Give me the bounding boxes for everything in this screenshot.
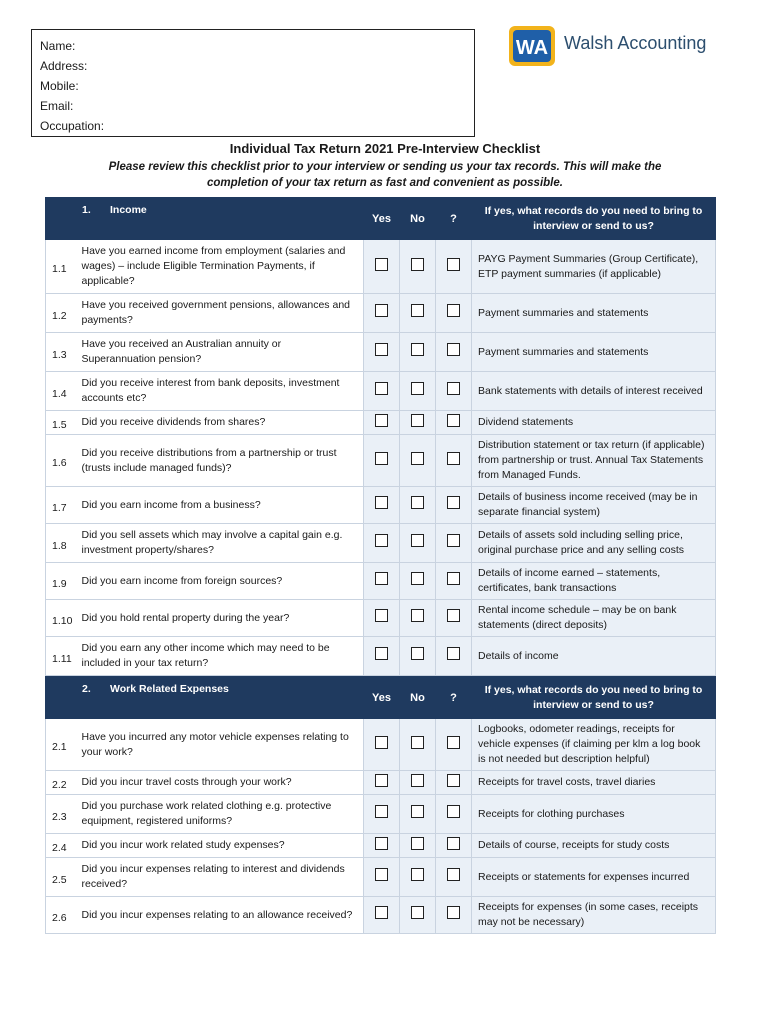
item-question: Have you earned income from employment (salaries and wages) – include Eligible Termination Payments, if applicable? [82, 240, 364, 294]
section-header: 1. Income [46, 198, 364, 240]
no-checkbox[interactable] [411, 774, 424, 787]
unsure-checkbox[interactable] [447, 805, 460, 818]
item-number: 1.6 [46, 435, 82, 487]
no-checkbox[interactable] [411, 837, 424, 850]
unsure-checkbox[interactable] [447, 452, 460, 465]
unsure-checkbox[interactable] [447, 304, 460, 317]
column-records: If yes, what records do you need to bring to interview or send to us? [472, 198, 716, 240]
item-records: Details of income [472, 637, 716, 676]
column-yes: Yes [364, 198, 400, 240]
column-records: If yes, what records do you need to bring to interview or send to us? [472, 677, 716, 719]
item-question: Did you incur expenses relating to interest and dividends received? [82, 858, 364, 897]
unsure-checkbox[interactable] [447, 906, 460, 919]
no-checkbox[interactable] [411, 572, 424, 585]
item-number: 1.4 [46, 372, 82, 411]
item-records: PAYG Payment Summaries (Group Certificate), ETP payment summaries (if applicable) [472, 240, 716, 294]
column-unsure: ? [436, 198, 472, 240]
yes-checkbox[interactable] [375, 534, 388, 547]
item-records: Logbooks, odometer readings, receipts for vehicle expenses (if claiming per klm a log book is not needed but description helpful) [472, 719, 716, 771]
no-checkbox[interactable] [411, 736, 424, 749]
wa-logo-icon [508, 25, 556, 67]
no-checkbox[interactable] [411, 414, 424, 427]
yes-checkbox[interactable] [375, 382, 388, 395]
column-no: No [400, 198, 436, 240]
yes-checkbox[interactable] [375, 906, 388, 919]
no-checkbox[interactable] [411, 805, 424, 818]
item-number: 2.3 [46, 795, 82, 834]
item-records: Rental income schedule – may be on bank statements (direct deposits) [472, 600, 716, 637]
item-records: Dividend statements [472, 411, 716, 435]
no-checkbox[interactable] [411, 343, 424, 356]
no-checkbox[interactable] [411, 868, 424, 881]
yes-checkbox[interactable] [375, 774, 388, 787]
yes-checkbox[interactable] [375, 736, 388, 749]
unsure-checkbox[interactable] [447, 868, 460, 881]
item-question: Did you purchase work related clothing e.g. protective equipment, registered uniforms? [82, 795, 364, 834]
item-question: Did you earn income from foreign sources? [82, 563, 364, 600]
unsure-checkbox[interactable] [447, 609, 460, 622]
email-field-label[interactable]: Email: [40, 99, 74, 113]
logo-wordmark: Walsh Accounting [564, 33, 707, 53]
item-number: 1.11 [46, 637, 82, 676]
yes-checkbox[interactable] [375, 452, 388, 465]
item-question: Did you incur work related study expenses? [82, 834, 364, 858]
unsure-checkbox[interactable] [447, 837, 460, 850]
section-income [45, 197, 716, 676]
section-work-related-expenses [45, 676, 716, 934]
item-records: Receipts for expenses (in some cases, receipts may not be necessary) [472, 897, 716, 934]
yes-checkbox[interactable] [375, 572, 388, 585]
address-field-label[interactable]: Address: [40, 59, 88, 73]
yes-checkbox[interactable] [375, 414, 388, 427]
item-records: Receipts for clothing purchases [472, 795, 716, 834]
occupation-field-label[interactable]: Occupation: [40, 119, 105, 133]
item-records: Details of assets sold including selling price, original purchase price and any selling costs [472, 524, 716, 563]
unsure-checkbox[interactable] [447, 534, 460, 547]
item-question: Have you incurred any motor vehicle expenses relating to your work? [82, 719, 364, 771]
no-checkbox[interactable] [411, 647, 424, 660]
svg-text:WA: WA [515, 37, 549, 59]
item-number: 1.5 [46, 411, 82, 435]
no-checkbox[interactable] [411, 452, 424, 465]
unsure-checkbox[interactable] [447, 496, 460, 509]
no-checkbox[interactable] [411, 609, 424, 622]
item-number: 1.3 [46, 333, 82, 372]
unsure-checkbox[interactable] [447, 343, 460, 356]
column-no: No [400, 677, 436, 719]
page-title: Individual Tax Return 2021 Pre-Interview Checklist [229, 141, 541, 156]
item-question: Have you received government pensions, allowances and payments? [82, 294, 364, 333]
item-question: Did you receive distributions from a partnership or trust (trusts include managed funds)? [82, 435, 364, 487]
item-records: Details of course, receipts for study costs [472, 834, 716, 858]
item-question: Did you earn any other income which may need to be included in your tax return? [82, 637, 364, 676]
item-records: Bank statements with details of interest received [472, 372, 716, 411]
unsure-checkbox[interactable] [447, 382, 460, 395]
item-question: Did you incur travel costs through your work? [82, 771, 364, 795]
yes-checkbox[interactable] [375, 837, 388, 850]
item-number: 1.2 [46, 294, 82, 333]
item-records: Payment summaries and statements [472, 333, 716, 372]
yes-checkbox[interactable] [375, 868, 388, 881]
item-records: Details of business income received (may be in separate financial system) [472, 487, 716, 524]
item-records: Receipts or statements for expenses incurred [472, 858, 716, 897]
unsure-checkbox[interactable] [447, 647, 460, 660]
no-checkbox[interactable] [411, 534, 424, 547]
client-details-box [31, 29, 475, 137]
item-question: Did you incur expenses relating to an allowance received? [82, 897, 364, 934]
no-checkbox[interactable] [411, 496, 424, 509]
name-field-label[interactable]: Name: [40, 39, 76, 53]
no-checkbox[interactable] [411, 304, 424, 317]
item-number: 2.5 [46, 858, 82, 897]
no-checkbox[interactable] [411, 906, 424, 919]
item-question: Did you receive interest from bank deposits, investment accounts etc? [82, 372, 364, 411]
yes-checkbox[interactable] [375, 304, 388, 317]
item-number: 1.7 [46, 487, 82, 524]
unsure-checkbox[interactable] [447, 572, 460, 585]
yes-checkbox[interactable] [375, 647, 388, 660]
item-number: 2.4 [46, 834, 82, 858]
item-question: Did you earn income from a business? [82, 487, 364, 524]
unsure-checkbox[interactable] [447, 414, 460, 427]
section-header: 2. Work Related Expenses [46, 677, 364, 719]
item-records: Payment summaries and statements [472, 294, 716, 333]
item-question: Did you receive dividends from shares? [82, 411, 364, 435]
item-number: 1.8 [46, 524, 82, 563]
walsh-accounting-logo [508, 25, 723, 69]
item-number: 2.2 [46, 771, 82, 795]
column-yes: Yes [364, 677, 400, 719]
item-question: Have you received an Australian annuity or Superannuation pension? [82, 333, 364, 372]
item-question: Did you sell assets which may involve a capital gain e.g. investment property/shares? [82, 524, 364, 563]
item-records: Distribution statement or tax return (if applicable) from partnership or trust. Annual Tax Statements from Managed Funds. [472, 435, 716, 487]
yes-checkbox[interactable] [375, 805, 388, 818]
column-unsure: ? [436, 677, 472, 719]
yes-checkbox[interactable] [375, 343, 388, 356]
yes-checkbox[interactable] [375, 609, 388, 622]
unsure-checkbox[interactable] [447, 258, 460, 271]
unsure-checkbox[interactable] [447, 736, 460, 749]
no-checkbox[interactable] [411, 258, 424, 271]
item-number: 2.6 [46, 897, 82, 934]
page-subtitle: Please review this checklist prior to your interview or sending us your tax records. This will make the completion of your tax return as fast and convenient as possible. [108, 161, 662, 189]
no-checkbox[interactable] [411, 382, 424, 395]
item-number: 1.9 [46, 563, 82, 600]
mobile-field-label[interactable]: Mobile: [40, 79, 79, 93]
yes-checkbox[interactable] [375, 496, 388, 509]
item-number: 1.1 [46, 240, 82, 294]
yes-checkbox[interactable] [375, 258, 388, 271]
item-records: Details of income earned – statements, certificates, bank transactions [472, 563, 716, 600]
item-records: Receipts for travel costs, travel diaries [472, 771, 716, 795]
item-number: 1.10 [46, 600, 82, 637]
unsure-checkbox[interactable] [447, 774, 460, 787]
item-question: Did you hold rental property during the year? [82, 600, 364, 637]
item-number: 2.1 [46, 719, 82, 771]
